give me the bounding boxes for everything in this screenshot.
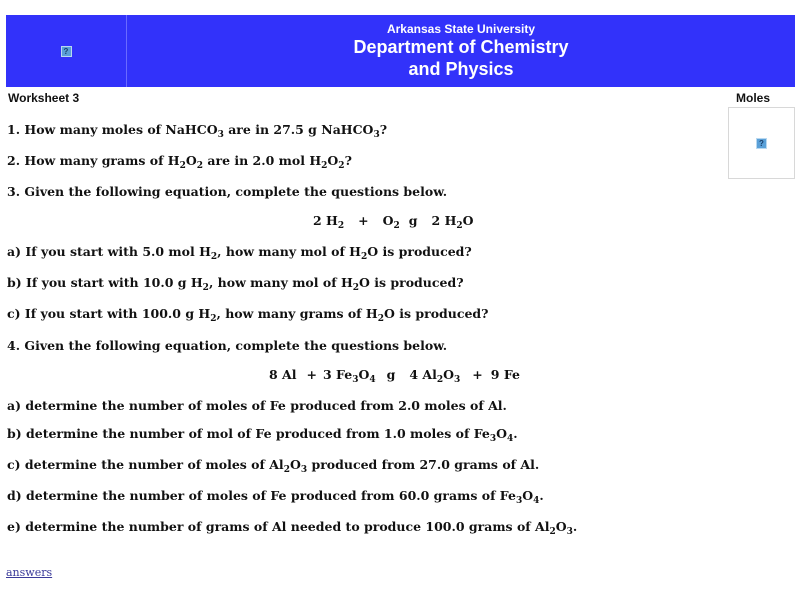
text: 2 H bbox=[313, 213, 338, 228]
text: , how many grams of H bbox=[216, 306, 378, 321]
text: . bbox=[513, 426, 518, 441]
question-2 bbox=[7, 153, 352, 171]
subscript: 4 bbox=[369, 375, 376, 385]
subscript: 2 bbox=[202, 283, 209, 293]
text: ? bbox=[344, 153, 352, 168]
text: produced from 27.0 grams of Al. bbox=[307, 457, 540, 472]
subscript: 3 bbox=[373, 130, 380, 140]
text: c) If you start with 100.0 g H bbox=[7, 306, 211, 321]
text: . bbox=[539, 488, 544, 503]
text: 9 Fe bbox=[490, 367, 520, 382]
text: O bbox=[462, 213, 474, 228]
text: b) If you start with 10.0 g H bbox=[7, 275, 203, 290]
text: O is produced? bbox=[359, 275, 464, 290]
subscript: 2 bbox=[456, 221, 463, 231]
text: . bbox=[572, 519, 578, 534]
subscript: 3 bbox=[300, 465, 308, 475]
text: 1. How many moles of NaHCO bbox=[7, 122, 218, 137]
header-title-block bbox=[127, 15, 795, 87]
text: O bbox=[555, 519, 567, 534]
subscript: 3 bbox=[515, 496, 523, 506]
subscript: 3 bbox=[454, 375, 461, 385]
question-1 bbox=[7, 122, 388, 140]
question-4: 4. Given the following equation, complete the questions below. bbox=[7, 338, 448, 353]
text: O bbox=[185, 153, 197, 168]
text: O bbox=[522, 488, 534, 503]
equation-1 bbox=[313, 213, 474, 231]
logo-cell bbox=[6, 15, 127, 87]
subscript: 2 bbox=[337, 221, 345, 231]
subscript: 2 bbox=[210, 252, 218, 262]
text: e) determine the number of grams of Al needed to produce 100.0 grams of Al bbox=[7, 519, 550, 534]
text: 2. How many grams of H bbox=[7, 153, 180, 168]
subscript: 2 bbox=[321, 161, 328, 171]
question-4b bbox=[7, 426, 518, 444]
subscript: 3 bbox=[489, 434, 497, 444]
subscript: 2 bbox=[283, 465, 290, 475]
question-4c bbox=[7, 457, 540, 475]
question-3: 3. Given the following equation, complete the questions below. bbox=[7, 184, 448, 199]
header-banner bbox=[6, 15, 795, 87]
university-name: Arkansas State University bbox=[386, 22, 536, 36]
subscript: 2 bbox=[360, 252, 368, 262]
arrow-symbol: g bbox=[386, 367, 396, 382]
subscript: 2 bbox=[436, 375, 444, 385]
question-3a bbox=[7, 244, 472, 262]
text: O is produced? bbox=[383, 306, 489, 321]
question-4d bbox=[7, 488, 544, 506]
text: O bbox=[443, 367, 455, 382]
text: O is produced? bbox=[367, 244, 472, 259]
equation-2 bbox=[269, 367, 520, 385]
question-3c bbox=[7, 306, 489, 324]
plus-sign: + bbox=[358, 213, 369, 228]
department-name-line1: Department of Chemistry bbox=[353, 37, 569, 57]
plus-sign: + bbox=[472, 367, 483, 382]
subscript: 2 bbox=[196, 161, 204, 171]
text: O bbox=[496, 426, 508, 441]
arrow-symbol: g bbox=[408, 213, 418, 228]
plus-sign: + bbox=[306, 367, 317, 382]
subscript: 2 bbox=[549, 527, 556, 537]
text: , how many mol of H bbox=[208, 275, 353, 290]
text: d) determine the number of moles of Fe produced from 60.0 grams of Fe bbox=[7, 488, 516, 503]
subscript: 3 bbox=[217, 130, 224, 140]
text: , how many mol of H bbox=[217, 244, 361, 259]
subscript: 4 bbox=[533, 496, 540, 506]
subscript: 2 bbox=[338, 161, 345, 171]
department-name-line2: and Physics bbox=[408, 59, 514, 79]
subscript: 2 bbox=[393, 221, 400, 231]
text: a) If you start with 5.0 mol H bbox=[7, 244, 211, 259]
text: c) determine the number of moles of Al bbox=[7, 457, 284, 472]
question-3b bbox=[7, 275, 464, 293]
subscript: 2 bbox=[377, 314, 384, 324]
text: O bbox=[358, 367, 370, 382]
text: 4 Al bbox=[409, 367, 437, 382]
subscript: 4 bbox=[507, 434, 514, 444]
sidebar-image-box bbox=[728, 107, 795, 179]
subscript: 3 bbox=[352, 375, 359, 385]
text: 3 Fe bbox=[322, 367, 353, 382]
text: O bbox=[327, 153, 339, 168]
worksheet-title: Worksheet 3 bbox=[8, 91, 80, 105]
sidebar-title: Moles bbox=[736, 91, 771, 105]
text: O bbox=[382, 213, 394, 228]
subscript: 2 bbox=[210, 314, 217, 324]
text: are in 27.5 g NaHCO bbox=[223, 122, 374, 137]
broken-image-icon: ? bbox=[61, 46, 72, 57]
text: ? bbox=[379, 122, 388, 137]
answers-link[interactable]: answers bbox=[6, 566, 53, 579]
question-4e bbox=[7, 519, 578, 537]
text: are in 2.0 mol H bbox=[203, 153, 322, 168]
text: 8 Al bbox=[269, 367, 297, 382]
text: b) determine the number of mol of Fe produced from 1.0 moles of Fe bbox=[7, 426, 490, 441]
text: 2 H bbox=[431, 213, 457, 228]
question-4a: a) determine the number of moles of Fe produced from 2.0 moles of Al. bbox=[7, 398, 507, 413]
broken-image-icon: ? bbox=[756, 138, 767, 149]
subscript: 2 bbox=[179, 161, 186, 171]
subscript: 2 bbox=[352, 283, 360, 293]
subscript: 3 bbox=[566, 527, 573, 537]
text: O bbox=[289, 457, 301, 472]
